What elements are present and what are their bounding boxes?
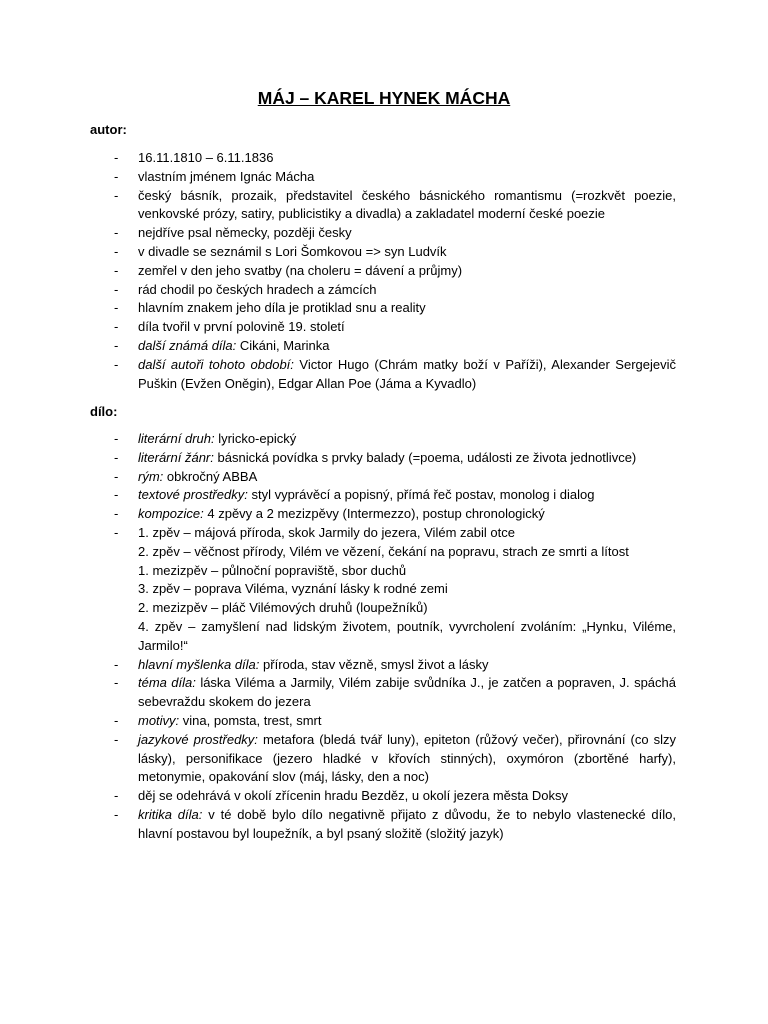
bullet-dash: -	[114, 487, 119, 503]
bullet-dash: -	[114, 281, 119, 297]
list-item	[0, 562, 768, 581]
item-text: Victor Hugo (Chrám matky boží v Paříži), Alexander Sergejevič Puškin (Evžen Oněgin), Edgar Allan Poe (Jáma a Kyvadlo)	[138, 356, 676, 391]
list-item	[0, 281, 768, 300]
item-label: motivy:	[138, 712, 180, 728]
bullet-dash: -	[114, 656, 119, 672]
list-item	[0, 618, 768, 656]
bullet-dash: -	[114, 187, 119, 203]
item-text: český básník, prozaik, představitel českého básnického romantismu (=rozkvět poezie, venkovské prózy, satiry, publicistiky a divadla) a zakladatel moderní české poezie	[138, 187, 676, 222]
item-text: styl vyprávěcí a popisný, přímá řeč postav, monolog i dialog	[251, 487, 595, 503]
list-item	[0, 543, 768, 562]
section-heading-dilo: dílo:	[90, 404, 118, 419]
bullet-dash: -	[114, 319, 119, 335]
item-label: kritika díla:	[138, 806, 203, 822]
bullet-dash: -	[114, 468, 119, 484]
list-item	[0, 599, 768, 618]
list-item	[0, 187, 768, 225]
item-text: příroda, stav vězně, smysl život a lásky	[263, 656, 489, 672]
item-text: vina, pomsta, trest, smrt	[182, 712, 322, 728]
item-label: hlavní myšlenka díla:	[138, 656, 260, 672]
bullet-dash: -	[114, 337, 119, 353]
bullet-dash: -	[114, 225, 119, 241]
list-item	[0, 356, 768, 394]
item-text: díla tvořil v první polovině 19. století	[138, 319, 345, 335]
list-item	[0, 787, 768, 806]
item-label: rým:	[138, 468, 164, 484]
list-item	[0, 337, 768, 356]
item-text: 4. zpěv – zamyšlení nad lidským životem, poutník, vyvrcholení zvoláním: „Hynku, Viléme, Jarmilo!“	[138, 618, 676, 653]
item-text: 16.11.1810 – 6.11.1836	[138, 150, 274, 165]
bullet-dash: -	[114, 150, 119, 165]
list-item	[0, 168, 768, 187]
list-item	[0, 468, 768, 487]
bullet-dash: -	[114, 168, 119, 184]
list-item	[0, 262, 768, 281]
bullet-dash: -	[114, 262, 119, 278]
item-text: hlavním znakem jeho díla je protiklad snu a reality	[138, 300, 426, 316]
list-item	[0, 731, 768, 787]
item-text: v té době bylo dílo negativně přijato z důvodu, že to nebylo vlastenecké dílo, hlavní postavou byl loupežník, a byl psaný složitě (složitý jazyk)	[138, 806, 676, 841]
list-item	[0, 299, 768, 318]
item-label: textové prostředky:	[138, 487, 248, 503]
item-text: básnická povídka s prvky balady (=poema, události ze života jednotlivce)	[217, 449, 637, 465]
list-item	[0, 318, 768, 337]
item-text: rád chodil po českých hradech a zámcích	[138, 281, 377, 297]
item-label: jazykové prostředky:	[138, 731, 258, 747]
item-label: téma díla:	[138, 675, 196, 691]
bullet-dash: -	[114, 788, 119, 804]
item-text: nejdříve psal německy, později česky	[138, 225, 352, 241]
item-text: Cikáni, Marinka	[239, 337, 330, 353]
item-text: lyricko-epický	[218, 431, 297, 446]
item-text: láska Viléma a Jarmily, Vilém zabije svůdníka J., je zatčen a popraven, J. spáchá sebevraždu skokem do jezera	[138, 675, 676, 710]
list-item	[0, 524, 768, 543]
section-heading-autor: autor:	[90, 122, 127, 137]
list-item	[0, 580, 768, 599]
item-label: literární druh:	[138, 431, 215, 446]
dilo-list	[0, 430, 768, 844]
bullet-dash: -	[114, 356, 119, 372]
list-item	[0, 806, 768, 844]
item-text: 2. zpěv – věčnost přírody, Vilém ve vězení, čekání na popravu, strach ze smrti a lítost	[138, 543, 629, 559]
bullet-dash: -	[114, 506, 119, 522]
item-text: metafora (bledá tvář luny), epiteton (růžový večer), přirovnání (co slzy lásky), personifikace (jezero hladké v křovích stinných), oxymóron (zbortěné harfy), metonymie, opakování slov (máj, lásky, den a noc)	[138, 731, 676, 785]
list-item	[0, 505, 768, 524]
bullet-dash: -	[114, 675, 119, 691]
item-text: vlastním jménem Ignác Mácha	[138, 168, 315, 184]
item-text: 4 zpěvy a 2 mezizpěvy (Intermezzo), postup chronologický	[207, 506, 545, 522]
item-text: obkročný ABBA	[166, 468, 258, 484]
list-item	[0, 449, 768, 468]
item-text: 1. mezizpěv – půlnoční popraviště, sbor duchů	[138, 562, 407, 578]
document-title: MÁJ – KAREL HYNEK MÁCHA	[257, 88, 511, 108]
list-item	[0, 149, 768, 168]
item-text: 2. mezizpěv – pláč Vilémových druhů (loupežníků)	[138, 600, 428, 616]
bullet-dash: -	[114, 243, 119, 259]
list-item	[0, 243, 768, 262]
bullet-dash: -	[114, 806, 119, 822]
item-text: 1. zpěv – májová příroda, skok Jarmily do jezera, Vilém zabil otce	[138, 524, 515, 540]
item-text: zemřel v den jeho svatby (na choleru = dávení a průjmy)	[138, 262, 463, 278]
bullet-dash: -	[114, 300, 119, 316]
bullet-dash: -	[114, 449, 119, 465]
item-text: v divadle se seznámil s Lori Šomkovou => syn Ludvík	[138, 243, 447, 259]
item-label: další autoři tohoto období:	[138, 356, 294, 372]
bullet-dash: -	[114, 731, 119, 747]
list-item	[0, 430, 768, 449]
item-text: děj se odehrává v okolí zřícenin hradu Bezděz, u okolí jezera města Doksy	[138, 788, 568, 804]
item-label: kompozice:	[138, 506, 204, 522]
list-item	[0, 674, 768, 712]
list-item	[0, 656, 768, 675]
list-item	[0, 712, 768, 731]
autor-list	[0, 149, 768, 393]
item-text: 3. zpěv – poprava Viléma, vyznání lásky k rodné zemi	[138, 581, 448, 597]
list-item	[0, 486, 768, 505]
bullet-dash: -	[114, 431, 119, 446]
item-label: další známá díla:	[138, 337, 237, 353]
list-item	[0, 224, 768, 243]
item-label: literární žánr:	[138, 449, 214, 465]
bullet-dash: -	[114, 712, 119, 728]
bullet-dash: -	[114, 524, 119, 540]
